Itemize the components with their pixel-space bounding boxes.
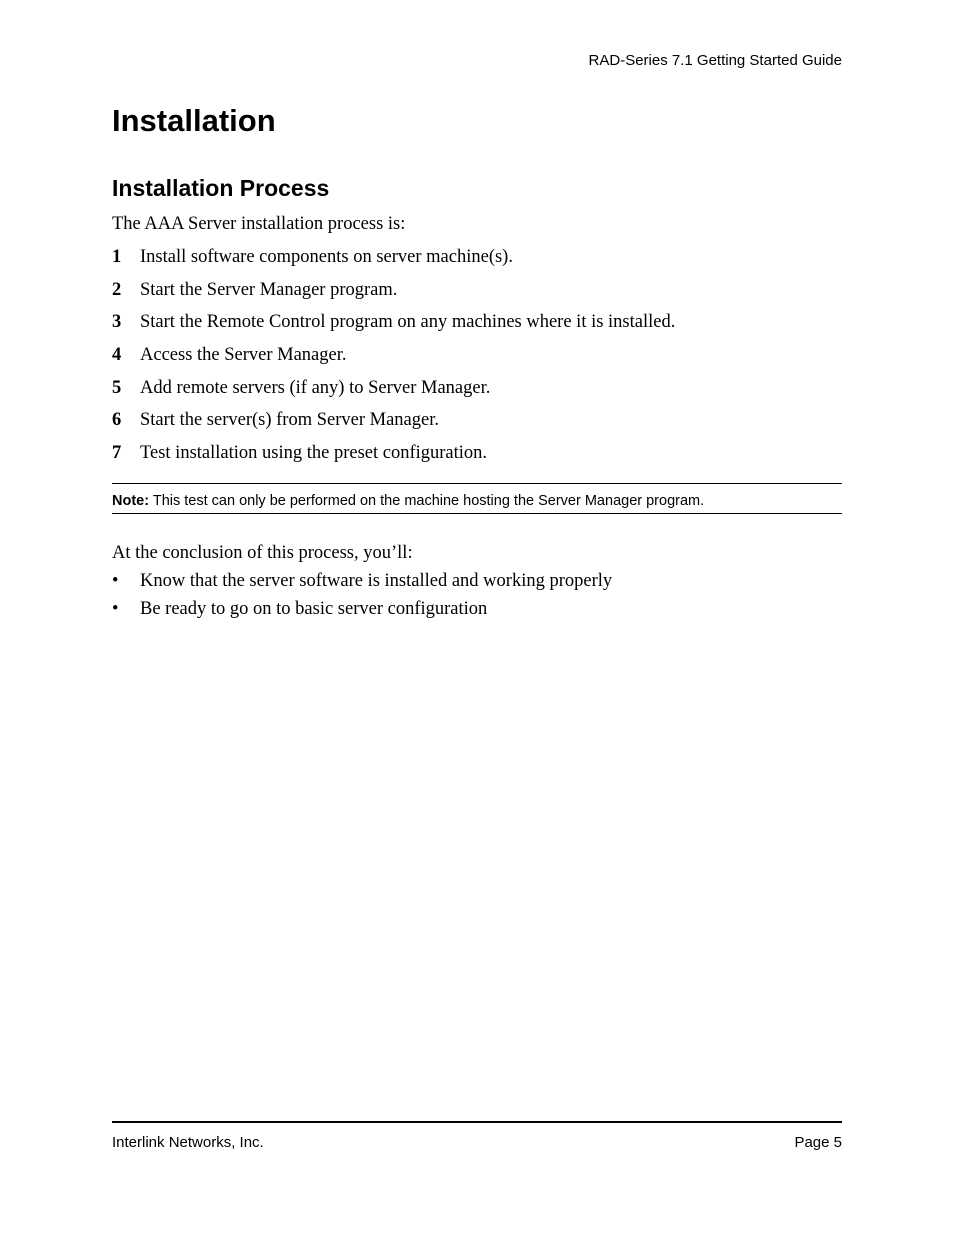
- step-text: Install software components on server machine(s).: [140, 247, 513, 267]
- step-text: Add remote servers (if any) to Server Manager.: [140, 377, 491, 398]
- bullet-icon: •: [112, 599, 119, 619]
- step-item: [112, 376, 675, 409]
- step-number: 4: [112, 345, 122, 366]
- footer-page-number: Page 5: [794, 1134, 842, 1151]
- step-text: Start the server(s) from Server Manager.: [140, 410, 439, 431]
- step-item: [112, 343, 675, 376]
- outcome-text: Know that the server software is installed and working properly: [140, 571, 613, 591]
- conclusion-paragraph: At the conclusion of this process, you’ll:: [112, 543, 413, 563]
- installation-steps-list: [112, 245, 675, 474]
- chapter-title: Installation: [112, 103, 276, 138]
- note-text: This test can only be performed on the machine hosting the Server Manager program.: [152, 493, 705, 509]
- step-text: Access the Server Manager.: [140, 345, 347, 366]
- intro-paragraph: The AAA Server installation process is:: [112, 214, 406, 234]
- step-item: [112, 441, 675, 474]
- outcome-item: [112, 569, 612, 597]
- step-item: [112, 310, 675, 343]
- step-item: [112, 408, 675, 441]
- step-number: 3: [112, 312, 122, 333]
- running-header: RAD-Series 7.1 Getting Started Guide: [588, 52, 842, 69]
- step-number: 2: [112, 279, 122, 300]
- step-text: Start the Remote Control program on any machines where it is installed.: [140, 312, 676, 333]
- step-item: [112, 245, 675, 278]
- step-number: 1: [112, 247, 122, 267]
- step-text: Test installation using the preset configuration.: [140, 443, 488, 464]
- outcome-text: Be ready to go on to basic server configuration: [140, 599, 488, 619]
- outcome-item: [112, 597, 612, 625]
- footer-divider: [112, 1121, 842, 1123]
- outcomes-list: [112, 569, 612, 625]
- bullet-icon: •: [112, 571, 119, 591]
- step-text: Start the Server Manager program.: [140, 279, 398, 300]
- step-item: [112, 278, 675, 311]
- step-number: 6: [112, 410, 122, 431]
- step-number: 5: [112, 377, 122, 398]
- note-box: [112, 483, 842, 514]
- step-number: 7: [112, 443, 122, 464]
- note-label: Note:: [112, 493, 150, 509]
- section-title: Installation Process: [112, 175, 330, 201]
- footer-company: Interlink Networks, Inc.: [112, 1134, 264, 1151]
